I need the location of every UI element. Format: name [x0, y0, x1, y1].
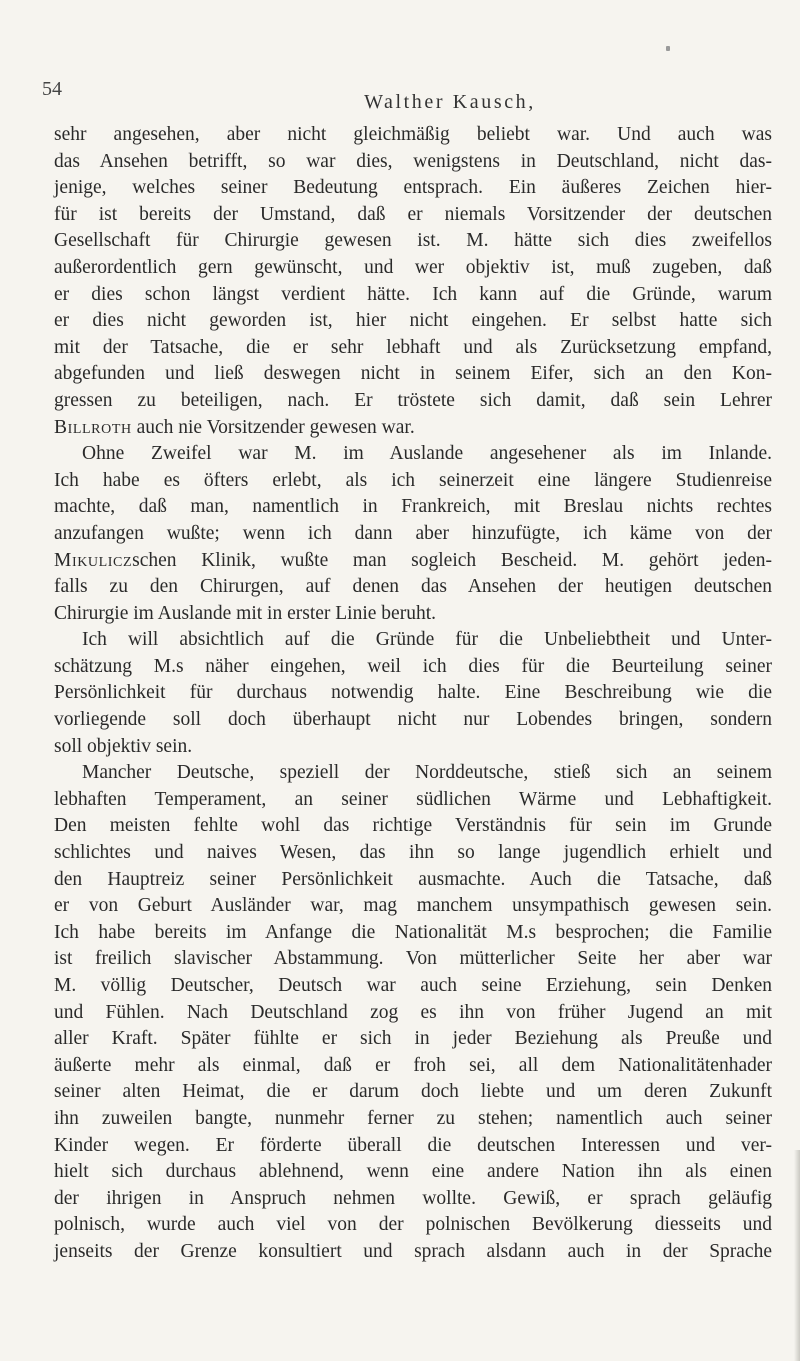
page-number: 54: [42, 78, 62, 100]
text-line: machte, daß man, namentlich in Frankreich, mit Breslau nichts rechtes: [54, 496, 772, 518]
text-line: und Fühlen. Nach Deutschland zog es ihn von früher Jugend an mit: [54, 1001, 772, 1023]
text-line: M. völlig Deutscher, Deutsch war auch seine Erziehung, sein Denken: [54, 975, 772, 996]
small-caps-name: Mikulicz: [54, 549, 133, 571]
text-line: lebhaften Temperament, an seiner südlichen Wärme und Lebhaftigkeit.: [54, 788, 772, 810]
text-line: vorliegende soll doch überhaupt nicht nur Lobendes bringen, sondern: [54, 709, 772, 731]
text-line: abgefunden und ließ deswegen nicht in seinem Eifer, sich an den Kon-: [54, 363, 772, 385]
body-text: [54, 122, 772, 1266]
text-line: seiner alten Heimat, die er darum doch liebte und um deren Zukunft: [54, 1081, 772, 1103]
small-caps-name: Billroth: [54, 416, 132, 438]
text-line: äußerte mehr als einmal, daß er froh sei, all dem Nationalitätenhader: [54, 1054, 772, 1076]
text-line: ihn zuweilen bangte, nunmehr ferner zu stehen; namentlich auch seiner: [54, 1107, 772, 1129]
text-line: schätzung M.s näher eingehen, weil ich dies für die Beurteilung seiner: [54, 655, 772, 677]
text-line: ist freilich slavischer Abstammung. Von mütterlicher Seite her aber war: [54, 948, 772, 970]
text-line: sehr angesehen, aber nicht gleichmäßig beliebt war. Und auch was: [54, 124, 772, 145]
text-line: mit der Tatsache, die er sehr lebhaft und als Zurücksetzung empfand,: [54, 336, 772, 358]
text-line: Billroth auch nie Vorsitzender gewesen war.: [54, 416, 415, 438]
text-line: Mikuliczschen Klinik, wußte man sogleich Bescheid. M. gehört jeden-: [54, 549, 772, 571]
text-line: er dies nicht geworden ist, hier nicht eingehen. Er selbst hatte sich: [54, 310, 772, 332]
text-line: jenige, welches seiner Bedeutung entsprach. Ein äußeres Zeichen hier-: [54, 177, 772, 199]
text-line: für ist bereits der Umstand, daß er niemals Vorsitzender der deutschen: [54, 203, 772, 225]
text-line: polnisch, wurde auch viel von der polnischen Bevölkerung diesseits und: [54, 1214, 772, 1236]
text-line: Den meisten fehlte wohl das richtige Verständnis für sein im Grunde: [54, 815, 772, 837]
text-line: Ich habe es öfters erlebt, als ich seinerzeit eine längere Studienreise: [54, 469, 772, 491]
text-line: Mancher Deutsche, speziell der Norddeutsche, stieß sich an seinem: [82, 762, 772, 784]
text-line: außerordentlich gern gewünscht, und wer objektiv ist, muß zugeben, daß: [54, 256, 772, 278]
text-line: der ihrigen in Anspruch nehmen wollte. Gewiß, er sprach geläufig: [54, 1187, 772, 1209]
text-line: Chirurgie im Auslande mit in erster Linie beruht.: [54, 602, 436, 624]
text-line: gressen zu beteiligen, nach. Er tröstete sich damit, daß sein Lehrer: [54, 389, 772, 411]
text-line: Persönlichkeit für durchaus notwendig halte. Eine Beschreibung wie die: [54, 682, 772, 704]
text-line: jenseits der Grenze konsultiert und sprach alsdann auch in der Sprache: [54, 1240, 772, 1262]
text-line: aller Kraft. Später fühlte er sich in jeder Beziehung als Preuße und: [54, 1028, 772, 1050]
text-line: er von Geburt Ausländer war, mag manchem unsympathisch gewesen sein.: [54, 895, 772, 917]
text-line: Ich habe bereits im Anfange die Nationalität M.s besprochen; die Familie: [54, 921, 772, 943]
text-line: Ich will absichtlich auf die Gründe für die Unbeliebtheit und Unter-: [82, 629, 772, 651]
page-edge-shadow: [794, 1150, 800, 1361]
text-line: Gesellschaft für Chirurgie gewesen ist. M. hätte sich dies zweifellos: [54, 230, 772, 252]
running-head: [0, 90, 800, 114]
text-line: Kinder wegen. Er förderte überall die deutschen Interessen und ver-: [54, 1134, 772, 1156]
text-line: er dies schon längst verdient hätte. Ich kann auf die Gründe, warum: [54, 283, 772, 305]
text-line: Ohne Zweifel war M. im Auslande angesehener als im Inlande.: [82, 443, 772, 465]
text-line: hielt sich durchaus ablehnend, wenn eine andere Nation ihn als einen: [54, 1161, 772, 1183]
text-line: soll objektiv sein.: [54, 735, 193, 757]
text-line: den Hauptreiz seiner Persönlichkeit ausmachte. Auch die Tatsache, daß: [54, 868, 772, 890]
ink-speck: [666, 46, 670, 51]
text-line: anzufangen wußte; wenn ich dann aber hinzufügte, ich käme von der: [54, 522, 772, 544]
text-line: falls zu den Chirurgen, auf denen das Ansehen der heutigen deutschen: [54, 576, 772, 598]
text-line: das Ansehen betrifft, so war dies, wenigstens in Deutschland, nicht das-: [54, 150, 772, 172]
text-line: schlichtes und naives Wesen, das ihn so lange jugendlich erhielt und: [54, 842, 772, 864]
running-head-text: Walther Kausch,: [364, 91, 536, 113]
